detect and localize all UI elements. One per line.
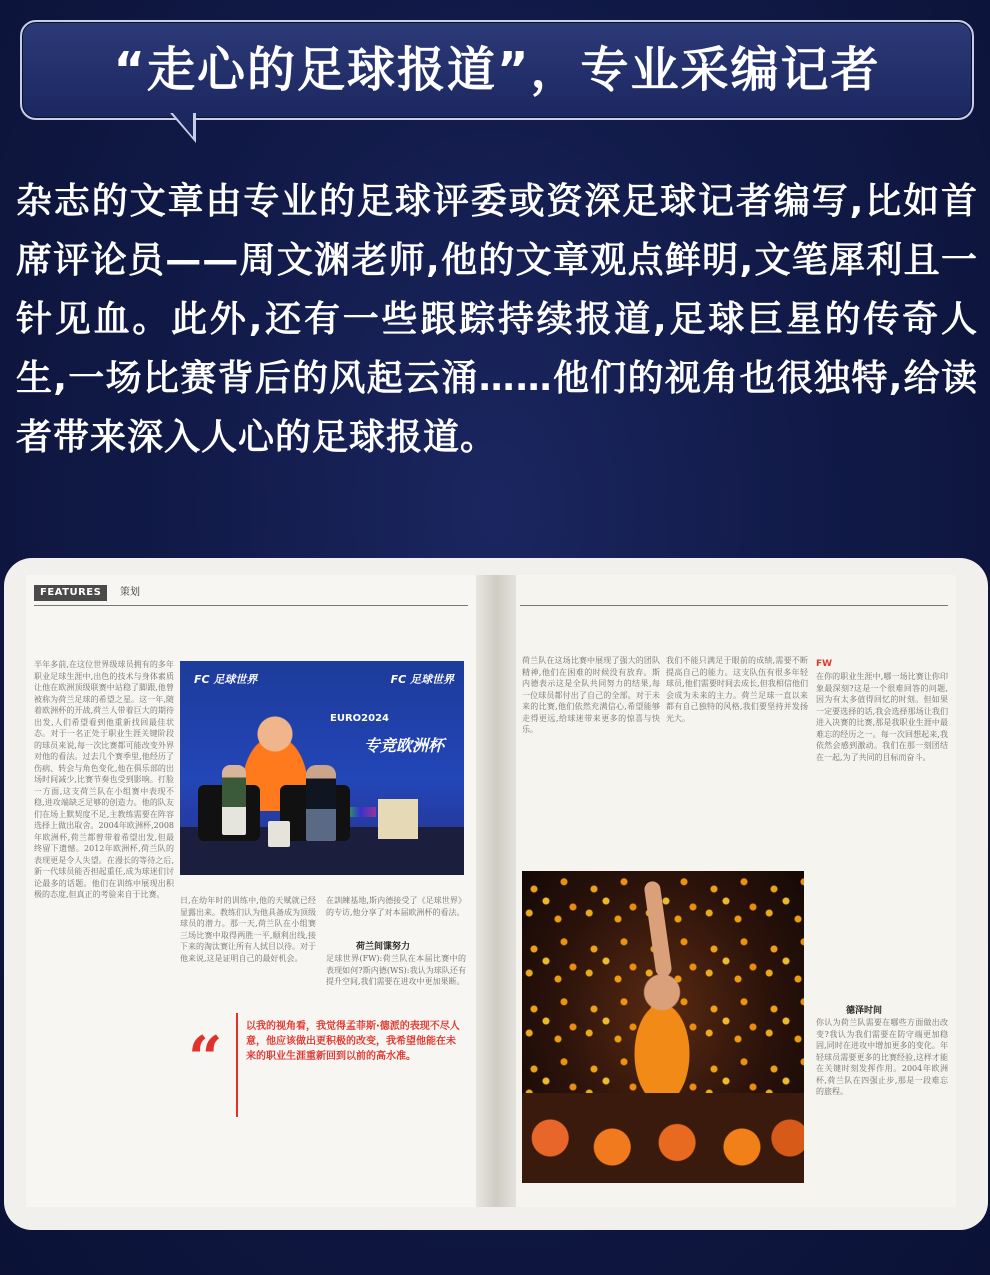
right-column-text-d: 你认为荷兰队需要在哪些方面做出改变?我认为我们需要在防守端更加稳固,同时在进攻中增加更多的变化。年轻球员需要更多的比赛经验,这样才能在关键时刻发挥作用。2004年欧洲杯,荷兰队在四强止步,那是一段难忘的旅程。 bbox=[816, 1018, 948, 1096]
teammates-crowd bbox=[522, 1093, 804, 1183]
photo-banner-text: 专竞欧洲杯 bbox=[364, 736, 445, 755]
pull-quote bbox=[180, 1007, 464, 1127]
bubble-tail-inner bbox=[172, 112, 193, 137]
middle-column-text-b: 在訓練基地,斯内德接受了《足球世界》的专访,他分享了对本届欧洲杯的看法。 bbox=[326, 896, 466, 917]
magazine-right-page bbox=[516, 575, 956, 1207]
magazine-gutter bbox=[476, 575, 516, 1207]
celebration-photo bbox=[522, 871, 804, 1183]
guest-figure bbox=[306, 765, 336, 841]
quote-bar bbox=[236, 1013, 238, 1117]
magazine-left-page bbox=[26, 575, 476, 1207]
quote-mark-icon: “ bbox=[188, 1024, 223, 1094]
right-subhead-section: 德泽时间 bbox=[846, 1006, 883, 1016]
left-column-text: 半年多前,在这位世界级球员拥有的多年职业足球生涯中,出色的技术与身体素质让他在欧洲顶级联赛中站稳了脚跟,他曾被称为荷兰足球的希望之星。这一年,随着欧洲杯的开战,荷兰人带着巨大的期待出发,人们希望看到他重新找回最佳状态。对于一名正处于职业生涯关键阶段的球员来说,每一次比赛都可能改变外界对他的看法。过去几个赛季里,他经历了伤病、转会与角色变化,他在俱乐部的出场时间减少,比赛节奏也受到影响。打脸一方面,这支荷兰队在小组赛中表现不稳,进攻端缺乏足够的创造力。他的队友们在场上默契度不足,主教练需要在阵容选择上做出取舍。2004年欧洲杯,2008年欧洲杯,荷兰都曾带着希望出发,但最终留下遗憾。2012年欧洲杯,荷兰队的表现更是令人失望。在漫长的等待之后,新一代球员能否担起重任,成为球迷们讨论最多的话题。他们在训练中展现出积极的态度,但真正的考验来自于比赛。 bbox=[34, 660, 174, 899]
features-subtitle: 策划 bbox=[120, 587, 140, 598]
middle-column-text-c: 足球世界(FW):荷兰队在本届比赛中的表现如何?斯内德(WS):我认为球队还有提升空间,我们需要在进攻中更加果断。 bbox=[326, 954, 466, 986]
middle-column-text-a: 日,在幼年时的训练中,他的天赋就已经显露出来。教练们认为他具备成为顶级球员的潜力。那一天,荷兰队在小组赛三场比赛中取得两胜一平,顺利出线,接下来的淘汰赛让所有人拭目以待。对于他来说,这是证明自己的最好机会。 bbox=[180, 896, 316, 963]
description-text: 杂志的文章由专业的足球评委或资深足球记者编写,比如首席评论员——周文渊老师,他的文章观点鲜明,文笔犀利且一针见血。此外,还有一些跟踪持续报道,足球巨星的传奇人生,一场比赛背后的风起云涌……他们的视角也很独特,给读者带来深入人心的足球报道。 bbox=[16, 181, 978, 458]
headline-bubble bbox=[20, 20, 974, 120]
headline: “走心的足球报道”，专业采编记者 bbox=[113, 42, 881, 98]
coffee-table bbox=[268, 821, 290, 847]
right-column-text-b: 我们不能只满足于眼前的成绩,需要不断提高自己的能力。这支队伍有很多年轻球员,他们需要时间去成长,但我相信他们会成为未来的主力。荷兰足球一直以来都有自己独特的风格,我们要坚持并发扬光大。 bbox=[666, 656, 808, 723]
display-board bbox=[378, 799, 418, 839]
features-tag: FEATURES bbox=[34, 585, 107, 601]
right-subhead-fw: FW bbox=[816, 659, 833, 669]
interview-photo bbox=[180, 661, 464, 875]
left-subhead: 荷兰间谍努力 bbox=[356, 942, 411, 952]
right-header-rule bbox=[520, 605, 948, 606]
photo-logo-right: FC 足球世界 bbox=[390, 673, 454, 686]
lifted-player-figure bbox=[614, 967, 710, 1107]
right-column-text-c: 在你的职业生涯中,哪一场比赛让你印象最深刻?这是一个很难回答的问题,因为有太多值得回忆的时刻。但如果一定要选择的话,我会选择那场让我们进入决赛的比赛,那是我职业生涯中最难忘的经历之一。每一次回想起来,我依然会感到激动。我们在那一刻团结在一起,为了共同的目标而奋斗。 bbox=[816, 672, 948, 762]
interviewer-figure bbox=[222, 765, 246, 835]
euro-logo-label: EURO2024 bbox=[330, 713, 389, 724]
header-rule bbox=[34, 605, 468, 606]
pull-quote-text: 以我的视角看，我觉得孟菲斯·德派的表现不尽人意，他应该做出更积极的改变，我希望他能在未来的职业生涯重新回到以前的高水准。 bbox=[246, 1021, 460, 1062]
photo-logo-left: FC 足球世界 bbox=[194, 673, 258, 686]
right-column-text-a: 荷兰队在这场比赛中展现了强大的团队精神,他们在困难的时候没有放弃。斯内德表示这是全队共同努力的结果,每一位球员都付出了自己的全部。对于未来的比赛,他们依然充满信心,希望能够走得更远,给球迷带来更多的惊喜与快乐。 bbox=[522, 656, 660, 734]
